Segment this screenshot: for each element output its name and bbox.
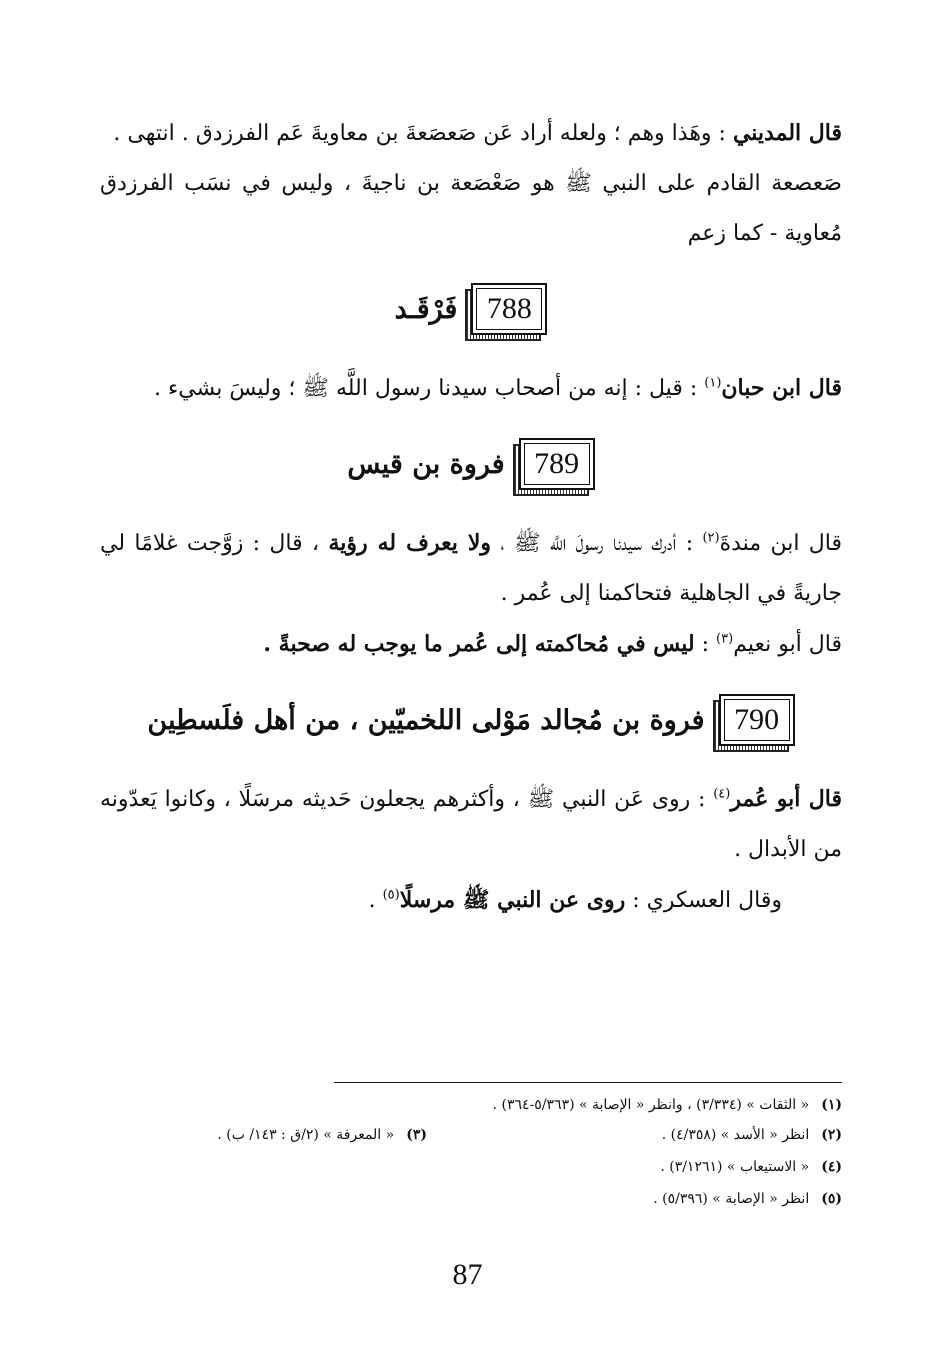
footnote-2 [662,1120,842,1150]
entry-title: فروة بن قيس [347,448,505,480]
footnote-divider [334,1082,842,1083]
paragraph-text: : [694,632,717,657]
paragraph-text: : وهَذا وهم ؛ ولعله أراد عَن صَعصَعةَ بن معاويةَ عَم الفرزدق . انتهى . [113,121,733,146]
speaker-label: قال ابن حبان [721,375,842,401]
footnote-ref: (٢) [702,530,720,546]
footnote-number: (٣) [406,1127,427,1143]
entry-title: فَرْقَـد [394,293,458,325]
footnote-text: « الاستيعاب » (٣/١٢٦١) . [660,1159,810,1175]
footnote-text: « الثقات » (٣/٣٣٤) ، وانظر « الإصابة » (٥/٣٦٣-٣٦٤) . [492,1097,810,1113]
speaker-label: قال أبو نعيم [733,632,842,657]
speaker-label: وقال العسكري : [625,888,782,913]
footnote-4 [660,1152,842,1182]
footnote-1 [493,1090,842,1120]
paragraph-ibn-hibban [100,363,842,414]
emphasis-text: ولا يعرف له رؤية [328,530,492,556]
footnote-ref: (٥) [382,887,400,903]
paragraph-text: : أدرك سيدنا رسولَ اللَّه ﷺ ، [491,531,703,556]
entry-number: 790 [719,694,795,746]
paragraph-abu-umar [100,774,842,875]
paragraph-sasaa [100,159,842,259]
entry-number-box [519,438,595,490]
entry-heading-790 [100,684,842,756]
speaker-label: قال أبو عُمر [730,786,842,812]
entry-heading-789 [100,428,842,500]
entry-title: فروة بن مُجالد مَوْلى اللخميّين ، من أهل فلَسطِين [147,704,705,736]
paragraph-madini [100,108,842,159]
footnote-ref: (٣) [716,631,734,647]
emphasis-text: ليس في مُحاكمته إلى عُمر ما يوجب له صحبةً . [263,631,695,657]
paragraph-text: صَعصعة القادم على النبي ﷺ هو صَعْصَعة بن ناجيةَ ، وليس في نسَب الفرزدق مُعاوية - كما زعم [100,171,842,246]
speaker-label: قال ابن مندةَ [719,531,842,556]
paragraph-text: ، قال : زوَّجت غلامًا لي جاريةً في الجاهلية فتحاكمنا إلى عُمر . [100,531,842,606]
paragraph-abu-nuaym [100,619,842,670]
footnote-ref: (١) [704,375,722,391]
paragraph-text: . [368,888,383,913]
paragraph-ibn-manda [100,518,842,619]
footnote-3 [217,1120,427,1150]
footnote-text: « المعرفة » (٢/ق : ١٤٣/ ب) . [217,1127,395,1143]
footnote-number: (٥) [821,1191,842,1207]
footnote-number: (١) [821,1097,842,1113]
entry-number-box [719,694,795,746]
entry-number: 788 [471,283,547,335]
paragraph-askari [100,875,842,926]
entry-number: 789 [519,438,595,490]
entry-heading-788 [100,273,842,345]
speaker-label: قال المديني [732,120,842,146]
footnote-text: انظر « الأسد » (٤/٣٥٨) . [661,1127,810,1143]
footnote-text: انظر « الإصابة » (٥/٣٩٦) . [653,1191,810,1207]
footnote-number: (٤) [821,1159,842,1175]
page-number: 87 [452,1258,483,1291]
footnote-5 [653,1184,842,1214]
emphasis-text: روى عن النبي ﷺ مرسلًا [399,887,626,913]
footnote-number: (٢) [821,1127,842,1143]
paragraph-text: : قيل : إنه من أصحاب سيدنا رسول اللَّه ﷺ ؛ وليسَ بشيء . [153,376,705,401]
footnote-ref: (٤) [713,786,731,802]
entry-number-box [471,283,547,335]
paragraph-text: : روى عَن النبي ﷺ ، وأكثرهم يجعلون حَديثه مرسَلًا ، وكانوا يَعدّونه من الأبدال . [100,787,842,862]
